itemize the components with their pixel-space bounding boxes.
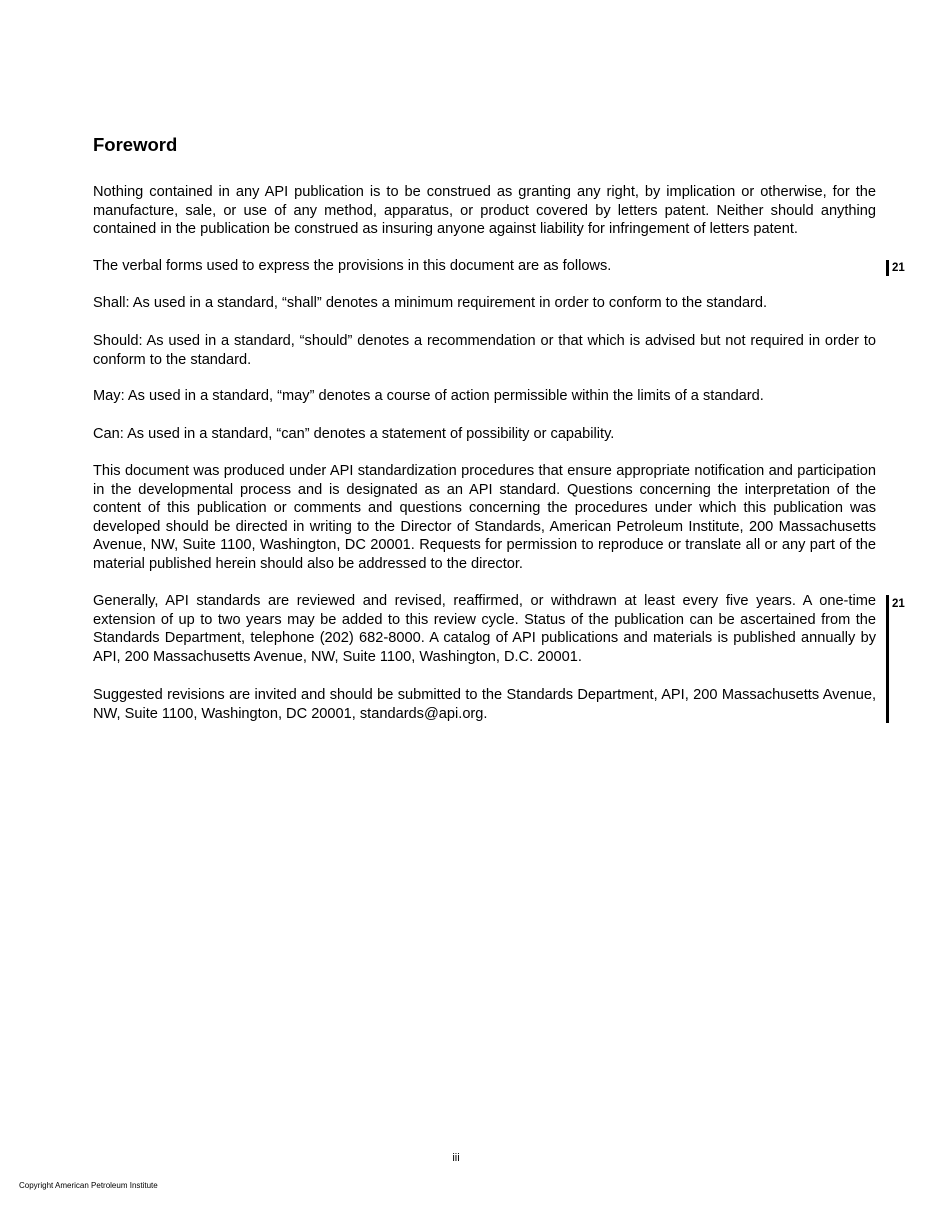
paragraph-can: Can: As used in a standard, “can” denotes a statement of possibility or capability. xyxy=(93,426,615,442)
paragraph-shall: Shall: As used in a standard, “shall” denotes a minimum requirement in order to conform to the standard. xyxy=(93,295,768,311)
change-marker-label: 21 xyxy=(892,598,905,610)
paragraph-verbal-forms: The verbal forms used to express the provisions in this document are as follows. xyxy=(93,258,612,274)
change-bar xyxy=(886,260,889,276)
page-number: iii xyxy=(452,1152,460,1164)
paragraph-should: Should: As used in a standard, “should” denotes a recommendation or that which is advised but not required in order to conform to the standard. xyxy=(93,333,876,368)
paragraph-standardization: This document was produced under API standardization procedures that ensure appropriate notification and participation in the developmental process and is designated as an API standard. Questions concerning the interpretation of the content of this publication or comments and questions concerning the procedures under which this publication was developed should be directed in writing to the Director of Standards, American Petroleum Institute, 200 Massachusetts Avenue, NW, Suite 1100, Washington, DC 20001. Requests for permission to reproduce or translate all or any part of the material published herein should also be addressed to the director. xyxy=(93,463,876,572)
paragraph-patent-disclaimer: Nothing contained in any API publication is to be construed as granting any right, by implication or otherwise, for the manufacture, sale, or use of any method, apparatus, or product covered by letters patent. Neither should anything contained in the publication be construed as insuring anyone against liability for infringement of letters patent. xyxy=(93,184,876,237)
copyright-notice: Copyright American Petroleum Institute xyxy=(19,1181,158,1190)
foreword-heading: Foreword xyxy=(93,134,178,155)
paragraph-review-cycle: Generally, API standards are reviewed and revised, reaffirmed, or withdrawn at least every five years. A one-time extension of up to two years may be added to this review cycle. Status of the publication can be ascertained from the Standards Department, telephone (202) 682-8000. A catalog of API publications and materials is published annually by API, 200 Massachusetts Avenue, NW, Suite 1100, Washington, D.C. 20001. xyxy=(93,593,876,665)
change-marker-label: 21 xyxy=(892,262,905,274)
change-bar xyxy=(886,595,889,723)
paragraph-may: May: As used in a standard, “may” denotes a course of action permissible within the limits of a standard. xyxy=(93,388,764,404)
paragraph-suggested-revisions: Suggested revisions are invited and should be submitted to the Standards Department, API, 200 Massachusetts Avenue, NW, Suite 1100, Washington, DC 20001, standards@api.org. xyxy=(93,687,876,722)
